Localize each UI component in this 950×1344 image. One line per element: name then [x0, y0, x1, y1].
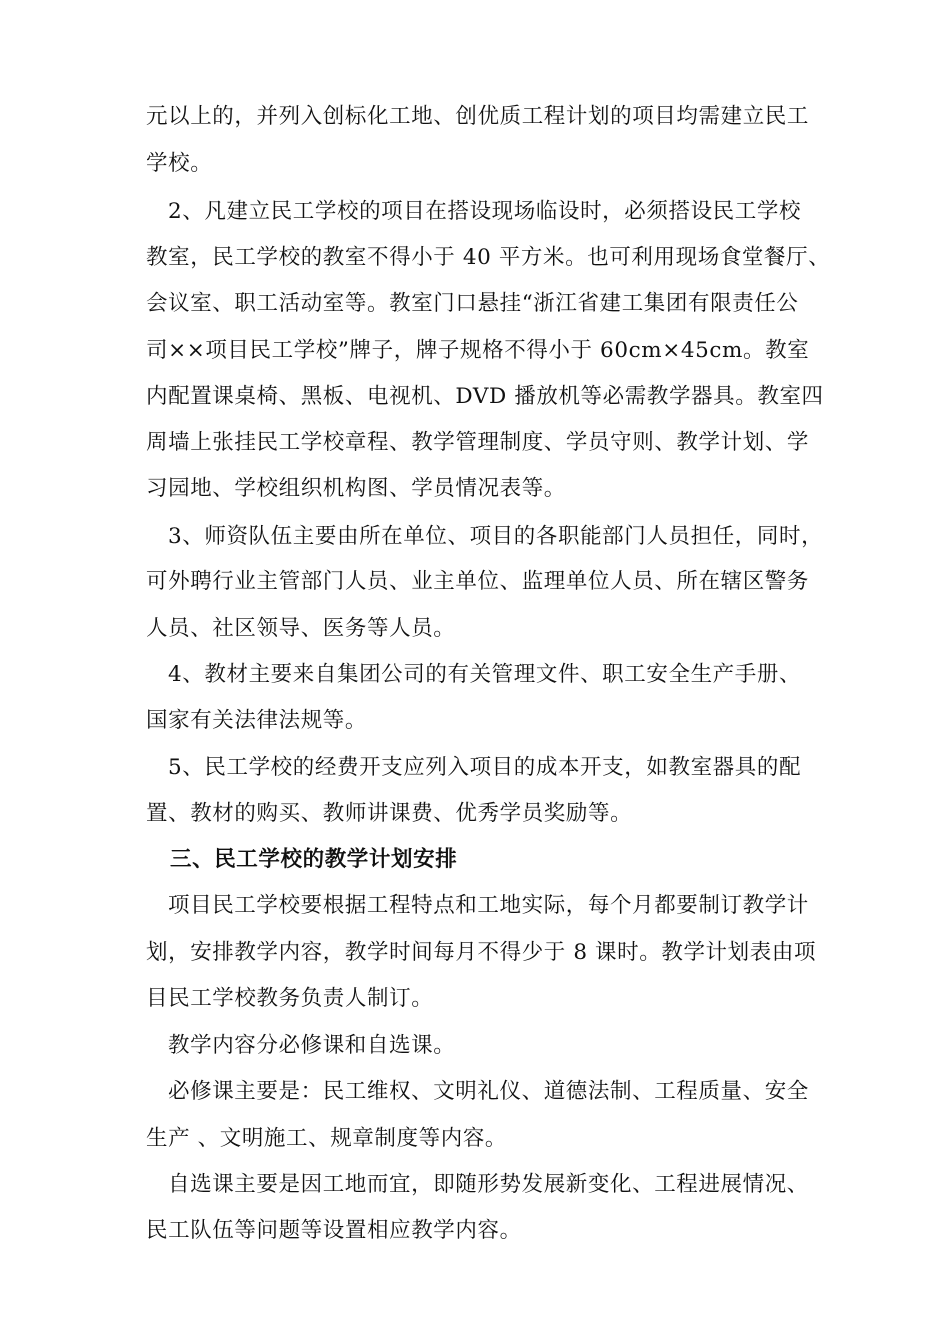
text-line: 目民工学校教务负责人制订。	[146, 986, 434, 1011]
text-line: 习园地、学校组织机构图、学员情况表等。	[146, 476, 566, 501]
text-line: 教学内容分必修课和自选课。	[168, 1033, 456, 1058]
text-line: 2、凡建立民工学校的项目在搭设现场临设时，必须搭设民工学校	[168, 199, 802, 224]
text-line: 学校。	[146, 151, 213, 176]
text-line: 必修课主要是：民工维权、文明礼仪、道德法制、工程质量、安全	[168, 1079, 809, 1104]
text-line: 3、师资队伍主要由所在单位、项目的各职能部门人员担任，同时，	[168, 524, 824, 549]
text-line: 划，安排教学内容，教学时间每月不得少于 8 课时。教学计划表由项	[146, 940, 817, 965]
text-line: 民工队伍等问题等设置相应教学内容。	[146, 1218, 522, 1243]
text-line: 元以上的，并列入创标化工地、创优质工程计划的项目均需建立民工	[146, 104, 810, 129]
text-line: 会议室、职工活动室等。教室门口悬挂“浙江省建工集团有限责任公	[146, 291, 799, 316]
section-heading: 三、民工学校的教学计划安排	[170, 847, 458, 872]
text-line: 教室，民工学校的教室不得小于 40 平方米。也可利用现场食堂餐厅、	[146, 245, 831, 270]
text-line: 可外聘行业主管部门人员、业主单位、监理单位人员、所在辖区警务	[146, 569, 810, 594]
text-line: 项目民工学校要根据工程特点和工地实际，每个月都要制订教学计	[168, 893, 809, 918]
text-line: 5、民工学校的经费开支应列入项目的成本开支，如教室器具的配	[168, 755, 802, 780]
text-line: 自选课主要是因工地而宜，即随形势发展新变化、工程进展情况、	[168, 1172, 809, 1197]
text-line: 国家有关法律法规等。	[146, 708, 368, 733]
text-line: 人员、社区领导、医务等人员。	[146, 616, 456, 641]
text-line: 置、教材的购买、教师讲课费、优秀学员奖励等。	[146, 801, 633, 826]
text-line: 周墙上张挂民工学校章程、教学管理制度、学员守则、教学计划、学	[146, 430, 810, 455]
text-line: 生产 、文明施工、规章制度等内容。	[146, 1126, 508, 1151]
text-line: 4、教材主要来自集团公司的有关管理文件、职工安全生产手册、	[168, 662, 802, 687]
text-line: 内配置课桌椅、黑板、电视机、DVD 播放机等必需教学器具。教室四	[146, 384, 824, 409]
text-line: 司××项目民工学校”牌子，牌子规格不得小于 60cm×45cm。教室	[146, 338, 810, 363]
